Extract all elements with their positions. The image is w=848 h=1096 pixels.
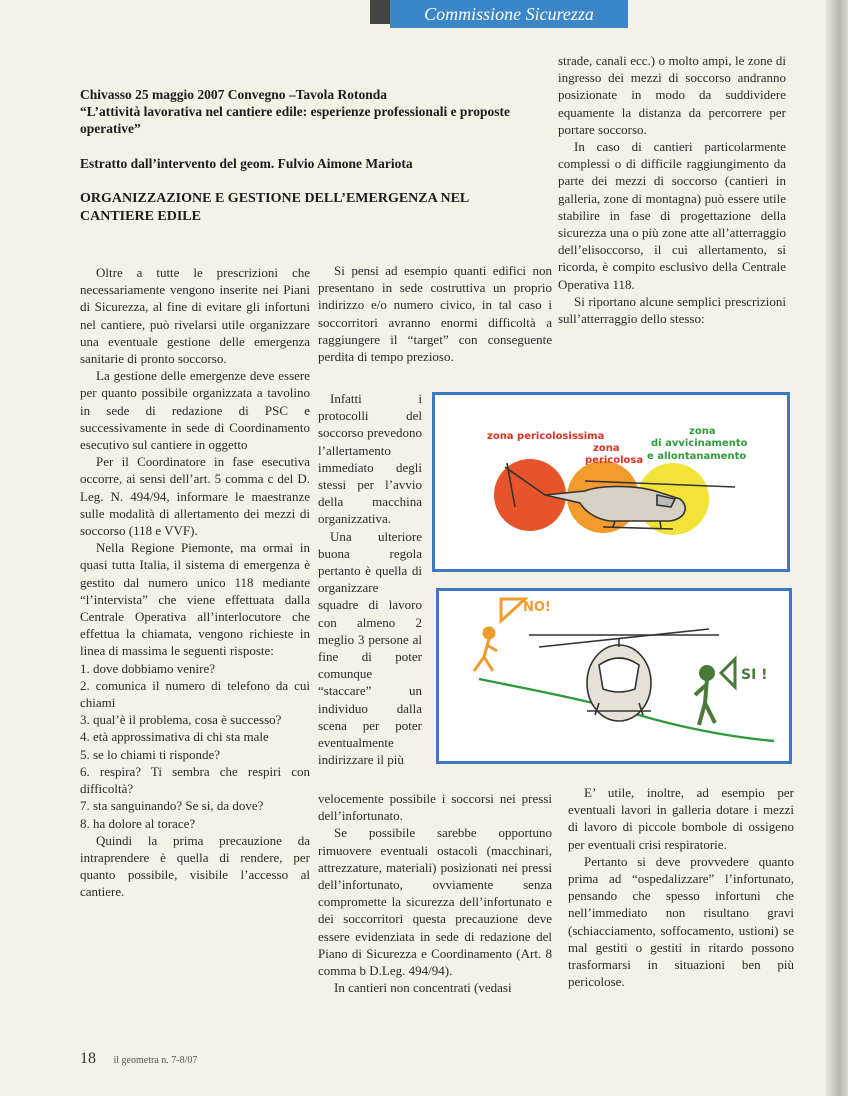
question-item: 3. qual’è il problema, cosa è successo? bbox=[80, 712, 282, 728]
si-ok-icon bbox=[721, 659, 768, 687]
text-column-3-bottom bbox=[568, 784, 794, 990]
event-subtitle: “L’attività lavorativa nel cantiere edile: esperienze professionali e proposte operative” bbox=[80, 104, 510, 136]
zone3-label-c: e allontanamento bbox=[647, 451, 747, 462]
question-item: 1. dove dobbiamo venire? bbox=[80, 660, 216, 676]
event-line: Chivasso 25 maggio 2007 Convegno –Tavola Rotonda bbox=[80, 87, 388, 102]
helicopter-approach-figure bbox=[436, 588, 792, 764]
speaker-line: Estratto dall’intervento del geom. Fulvio Aimone Mariota bbox=[80, 156, 413, 171]
si-label: SI ! bbox=[741, 667, 768, 683]
question-item: 5. se lo chiami ti risponde? bbox=[80, 746, 221, 762]
person-wrong-icon bbox=[474, 628, 497, 671]
page-footer bbox=[80, 1050, 197, 1068]
text-column-2-top bbox=[318, 262, 552, 365]
text-column-3-top bbox=[558, 52, 786, 327]
paragraph: Una ulteriore buona regola pertanto è quella di organizzare squadre di lavoro con almeno 2 meglio 3 persone al fine di poter comunque “staccare” un individuo dalla scena per poter eventualmente indirizzare il più bbox=[318, 528, 422, 768]
paragraph: Se possibile sarebbe opportuno rimuovere eventuali ostacoli (macchinari, attrezzature, materiali) posizionati nei pressi dell’infortunato, ovviamente senza compromette la sicurezza dell’infortunato e dei soccorritori questa precauzione deve essere evidenziata in sede di redazione del Piano di Sicurezza e Coordinamento (Art. 8 comma b D.Leg. 494/94). bbox=[318, 825, 552, 979]
person-right-icon bbox=[695, 667, 715, 725]
helicopter-approach-illustration bbox=[439, 591, 789, 761]
zone3-label-a: zona bbox=[689, 426, 716, 437]
zone2-label-b: pericolosa bbox=[585, 455, 644, 466]
helicopter-front-icon bbox=[529, 629, 719, 721]
paragraph: E’ utile, inoltre, ad esempio per eventuali lavori in galleria dotare i mezzi di lavoro di piccole bombole di ossigeno per eventuali crisi respiratorie. bbox=[568, 785, 794, 852]
paragraph: Infatti i protocolli del soccorso prevedono l’allertamento immediato degli stessi per l’avvio della macchina organizzativa. bbox=[318, 391, 422, 527]
paragraph: strade, canali ecc.) o molto ampi, le zone di ingresso dei mezzi di soccorso andranno posizionate in modo da suddividere equamente la distanza da percorrere per portare soccorso. bbox=[558, 53, 786, 137]
question-item: 8. ha dolore al torace? bbox=[80, 815, 196, 831]
section-title: ORGANIZZAZIONE E GESTIONE DELL’EMERGENZA NEL CANTIERE EDILE bbox=[80, 191, 469, 224]
question-list bbox=[80, 660, 310, 832]
no-warning-icon bbox=[501, 599, 551, 621]
section-header-tab: Commissione Sicurezza bbox=[390, 0, 628, 28]
paragraph: Si riportano alcune semplici prescrizioni sull’atterraggio dello stesso: bbox=[558, 293, 786, 327]
text-column-1 bbox=[80, 264, 310, 901]
no-label: NO! bbox=[523, 600, 551, 615]
zone1-label: zona pericolosissima bbox=[487, 431, 605, 442]
question-item: 4. età approssimativa di chi sta male bbox=[80, 729, 269, 745]
text-column-2-bottom bbox=[318, 790, 552, 996]
paragraph: Quindi la prima precauzione da intraprendere è quella di rendere, per quanto possibile, visibile l’accesso al cantiere. bbox=[80, 832, 310, 900]
header-dark-block bbox=[370, 0, 390, 24]
paragraph: Per il Coordinatore in fase esecutiva occorre, ai sensi dell’art. 5 comma c del D. Leg. N. 494/94, informare le maestranze sulle modalità di allertamento dei mezzi di soccorso (118 e VVF). bbox=[80, 454, 310, 539]
article-intro bbox=[80, 86, 520, 226]
paragraph: Pertanto si deve provvedere quanto prima ad “ospedalizzare” l’infortunato, pensando che spesso infortuni che nell’immediato non risultano gravi (schiacciamento, soffocamento, ustioni) se mal gestiti o gestiti in ritardo possono trasformarsi in situazioni ben più pericolose. bbox=[568, 853, 794, 990]
page-number: 18 bbox=[80, 1050, 96, 1067]
paragraph: Si pensi ad esempio quanti edifici non presentano in sede costruttiva un proprio indirizzo e/o numero civico, in tal caso i soccorritori avranno enormi difficoltà a raggiungere il “target” con conseguente perdita di tempo prezioso. bbox=[318, 263, 552, 365]
paragraph: La gestione delle emergenze deve essere per quanto possibile organizzata a tavolino in sede di redazione di PSC e successivamente in sede di Coordinamento esecutivo sul cantiere in oggetto bbox=[80, 368, 310, 453]
helicopter-zones-illustration bbox=[435, 395, 787, 569]
paragraph: Oltre a tutte le prescrizioni che necessariamente vengono inserite nei Piani di Sicurezza, al fine di evitare gli infortuni nel cantiere, può rivelarsi utile organizzare una eventuale gestione delle emergenza sanitarie di pronto soccorso. bbox=[80, 265, 310, 367]
paragraph: Nella Regione Piemonte, ma ormai in quasi tutta Italia, il sistema di emergenza è gestito dal numero unico 118 mediante “l’intervista” che viene effettuata dalla Centrale Operativa all’interlocutore che effettua la chiamata, vengono richieste in linea di massima le seguenti risposte: bbox=[80, 540, 310, 659]
paragraph: In caso di cantieri particolarmente complessi o di difficile raggiungimento da parte dei mezzi di soccorso (cantieri in galleria, zone di montagna) può essere utile stabilire in fase di progettazione della sicurezza una o più zone atte all’atterraggio dell’elisoccorso, il cui allertamento, si ricorda, è compito esclusivo della Centrale Operativa 118. bbox=[558, 139, 786, 292]
question-item: 7. sta sanguinando? Se si, da dove? bbox=[80, 798, 264, 814]
question-item: 2. comunica il numero di telefono da cui chiami bbox=[80, 677, 310, 711]
text-column-2-narrow bbox=[318, 390, 422, 768]
question-item: 6. respira? Ti sembra che respiri con difficoltà? bbox=[80, 763, 310, 797]
page-spine-shadow bbox=[826, 0, 848, 1096]
zone2-label-a: zona bbox=[593, 443, 620, 454]
zone3-label-b: di avvicinamento bbox=[651, 438, 748, 449]
paragraph: velocemente possibile i soccorsi nei pressi dell’infortunato. bbox=[318, 791, 552, 824]
paragraph: In cantieri non concentrati (vedasi bbox=[334, 980, 512, 996]
helicopter-zones-figure bbox=[432, 392, 790, 572]
magazine-issue: il geometra n. 7-8/07 bbox=[113, 1055, 198, 1066]
